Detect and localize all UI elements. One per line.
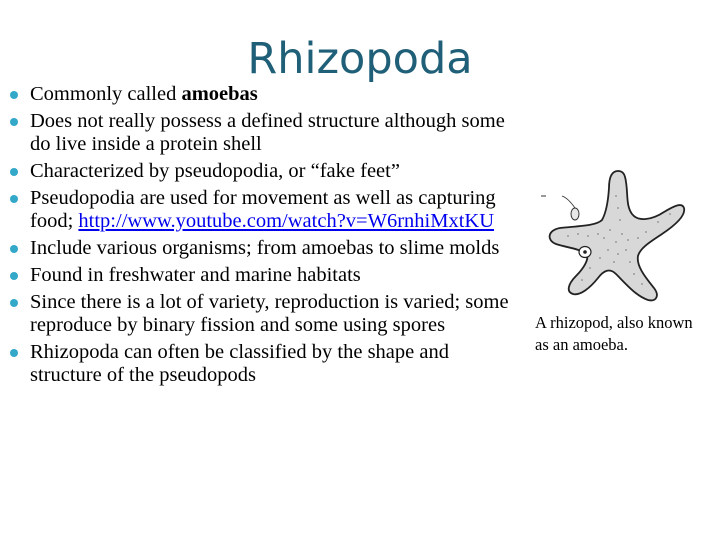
bullet-dot-icon (10, 299, 18, 307)
bullet-item (10, 264, 515, 287)
bullet-text: Characterized by pseudopodia, or “fake feet” (30, 160, 400, 182)
bullet-item (10, 160, 515, 183)
bullet-item (10, 83, 515, 106)
bullet-dot-icon (10, 349, 18, 357)
bullet-dot-icon (10, 91, 18, 99)
amoeba-figure (538, 168, 688, 308)
bullet-text: Since there is a lot of variety, reproduction is varied; some reproduce by binary fission and some using spores (30, 291, 509, 336)
figure-caption: A rhizopod, also known as an amoeba. (535, 313, 693, 354)
bullet-text: Commonly called (30, 83, 182, 105)
bullet-text: Does not really possess a defined structure although some do live inside a protein shell (30, 110, 505, 155)
bullet-dot-icon (10, 118, 18, 126)
bullet-list (10, 83, 515, 391)
bullet-item (10, 341, 515, 387)
bullet-text: Found in freshwater and marine habitats (30, 264, 361, 286)
bullet-item (10, 187, 515, 233)
bullet-item (10, 291, 515, 337)
bullet-dot-icon (10, 195, 18, 203)
bullet-text: Pseudopodia are used for movement as well as capturing food; (30, 187, 496, 232)
amoeba-illustration-icon (538, 168, 688, 308)
slide-title: Rhizopoda (247, 34, 473, 84)
bullet-item (10, 110, 515, 156)
bullet-text: Rhizopoda can often be classified by the shape and structure of the pseudopods (30, 341, 449, 386)
bullet-item (10, 237, 515, 260)
bullet-dot-icon (10, 272, 18, 280)
youtube-link[interactable]: http://www.youtube.com/watch?v=W6rnhiMxtKU (78, 210, 495, 232)
bullet-text: Include various organisms; from amoebas to slime molds (30, 237, 500, 259)
bullet-dot-icon (10, 245, 18, 253)
bullet-bold-text: amoebas (181, 83, 258, 105)
bullet-dot-icon (10, 168, 18, 176)
